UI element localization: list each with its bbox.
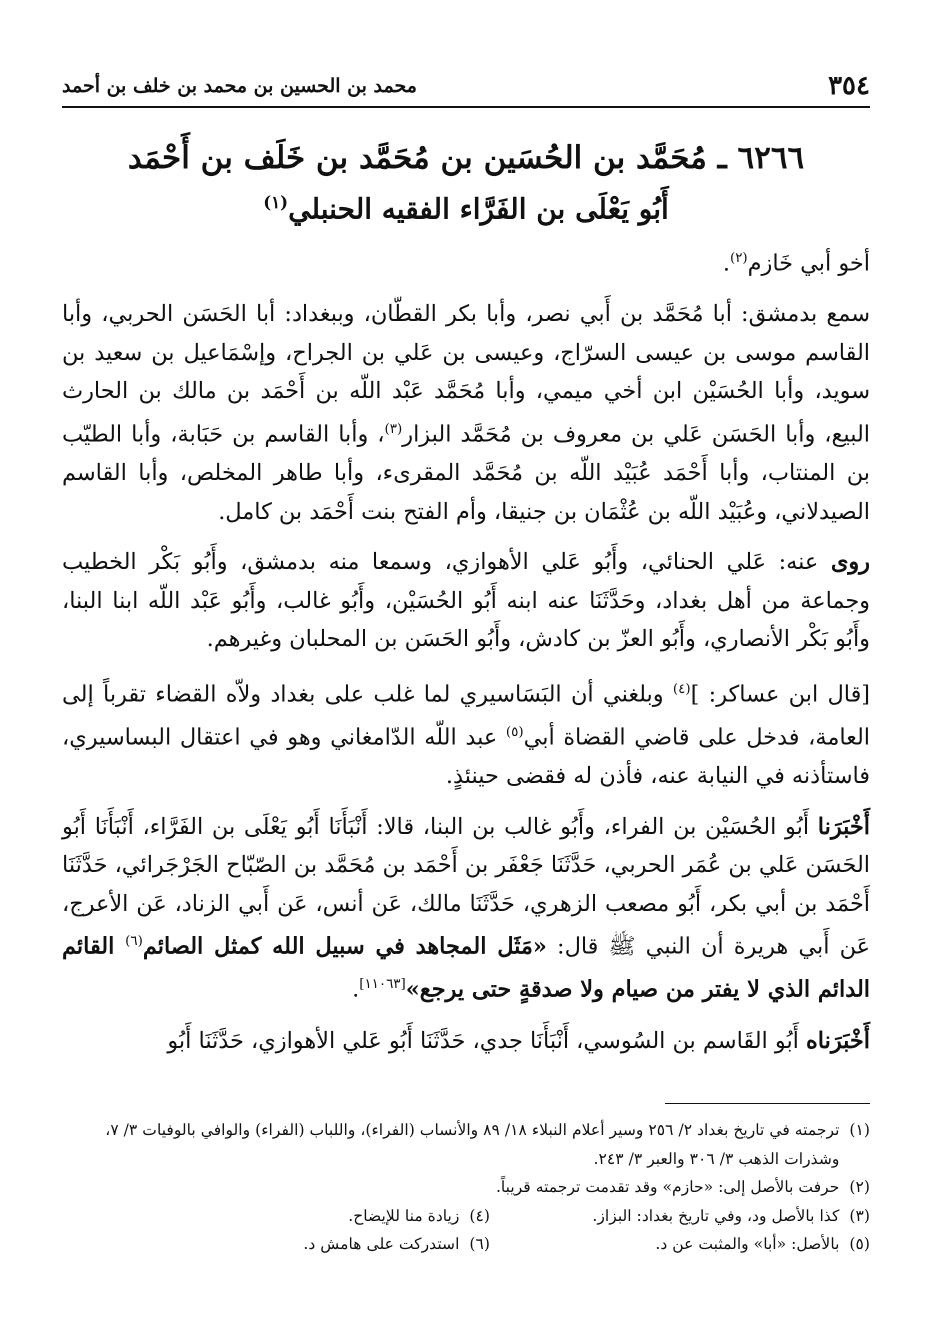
text-run: [قال ابن عساكر: ] (690, 681, 871, 708)
entry-title-line1: ٦٢٦٦ ـ مُحَمَّد بن الحُسَين بن مُحَمَّد بن خَلَف بن أَحْمَد (127, 140, 805, 176)
running-title: محمد بن الحسين بن محمد بن خلف بن أحمد (62, 75, 417, 97)
footnote-row (62, 1230, 870, 1259)
footnote-number: (١) (849, 1121, 870, 1139)
page-header (62, 66, 870, 108)
footnote-number: (٦) (469, 1235, 490, 1254)
footnote (530, 1202, 870, 1231)
footnote-ref: (٣) (384, 421, 403, 437)
footnote-number: (٢) (849, 1178, 870, 1197)
footnotes (62, 1116, 870, 1259)
footnote-ref: (٦) (125, 934, 143, 950)
text-run: عبد اللّه الدّامغاني وهو في اعتقال البساسيري، فاستأذنه في النيابة عنه، فأذن له فقضى حينئذٍ. (62, 724, 870, 789)
hadith-quote: القائم الدائم الذي لا يفتر من صيام ولا صدقةٍ حتى يرجع» (62, 933, 870, 1003)
paragraph (62, 295, 870, 531)
footnote-number: (٣) (849, 1206, 870, 1225)
text-run: وبلغني أن البَسَاسيري لما غلب على بغداد ولاّه القضاء تقرباً إلى العامة، فدخل على قاضي القضاة أبي (62, 681, 870, 751)
footnote-ref: (٥) (505, 724, 524, 740)
page-number: ٣٥٤ (828, 71, 870, 101)
footnote-text: زيادة منا للإيضاح. (348, 1206, 460, 1225)
lead-word: روى (830, 549, 870, 576)
footnote-divider (665, 1103, 870, 1104)
footnote-ref: (٤) (672, 681, 691, 697)
footnote (348, 1202, 490, 1231)
paragraph (62, 543, 870, 659)
text-run: . (722, 250, 730, 277)
footnote-number: (٥) (849, 1235, 870, 1254)
lead-word: أَخْبَرَنا (817, 813, 870, 840)
footnote-text: كذا بالأصل ود، وفي تاريخ بغداد: البزاز. (592, 1206, 840, 1225)
footnote-ref: (٢) (729, 251, 748, 266)
text-run: سمع بدمشق: أبا مُحَمَّد بن أَبي نصر، وأبا بكر القطّان، وببغداد: أبا الحَسَن الحربي، وأبا القاسم موسى بن عيسى السرّاج، وعيسى بن عَلي بن الجراح، وإسْمَاعيل بن سعيد بن سويد، وأبا الحُسَيْن ابن أخي ميمي، وأبا مُحَمَّد عَبْد اللّه بن أَحْمَد بن مالك بن الحارث البيع، وأبا الحَسَن عَلي بن معروف بن مُحَمَّد البزار (62, 301, 870, 448)
paragraph (62, 671, 870, 796)
lead-word: أَخْبَرَناه (806, 1027, 870, 1054)
text-run: ، وأبا القاسم بن حَبَابة، وأبا الطيّب بن المنتاب، وأبا أَحْمَد عُبَيْد اللّه بن مُحَمَّد المقرىء، وأبا طاهر المخلص، وأبا القاسم الصيدلاني، وعُبَيْد اللّه بن عُثْمَان بن جنيقا، وأم الفتح بنت أَحْمَد بن كامل. (62, 421, 870, 525)
hadith-number: [١١٠٦٣] (359, 977, 406, 993)
footnote (62, 1173, 870, 1202)
footnote (530, 1230, 870, 1259)
paragraph (62, 808, 870, 1010)
text-run: أخو أبي خَازم (747, 250, 870, 277)
footnote-text: حرفت بالأصل إلى: «حازم» وقد تقدمت ترجمته قريباً. (495, 1178, 840, 1197)
footnote-number: (٤) (469, 1206, 490, 1225)
entry-title-line2 (60, 192, 872, 225)
footnote (62, 1116, 870, 1173)
paragraph (62, 240, 870, 283)
text-run: أَبُو القَاسم بن السُوسي، أَنْبَأَنَا جدي، حَدَّثَنَا أَبُو عَلي الأهوازي، حَدَّثَنَا أَبُو (167, 1027, 807, 1054)
text-run: أَبُو الحُسَيْن بن الفراء، وأَبُو غالب بن البنا، قالا: أَنْبَأَنَا أَبُو يَعْلَى بن الفَرَّاء، أَنْبَأَنَا أَبُو الحَسَن عَلي بن عُمَر الحربي، حَدَّثَنَا جَعْفَر بن أَحْمَد بن مُحَمَّد بن الصّبّاح الجَرْجَرائي، حَدَّثَنَا أَحْمَد بن أبي بكر، أَبُو مصعب الزهري، حَدَّثَنَا مالك، عَن أنس، عَن أَبي الزناد، عَن الأعرج، عَن أَبي هريرة أن النبي ﷺ قال: (62, 813, 870, 960)
footnote-text: ترجمته في تاريخ بغداد ٢/ ٢٥٦ وسير أعلام النبلاء ١٨/ ٨٩ والأنساب (الفراء)، واللباب (الفراء) والوافي بالوفيات ٣/ ٧، وشذرات الذهب ٣/ ٣٠٦ والعبر ٣/ ٢٤٣. (105, 1121, 840, 1168)
text-run: . (352, 976, 360, 1003)
footnote-text: استدركت على هامش د. (303, 1235, 460, 1254)
footnote-text: بالأصل: «أبا» والمثبت عن د. (655, 1235, 840, 1254)
footnote-ref: (١) (263, 192, 289, 212)
paragraph (62, 1022, 870, 1061)
text-run: عنه: عَلي الحنائي، وأَبُو عَلي الأهوازي، وسمعا منه بدمشق، وأَبُو بَكْر الخطيب وجماعة من أهل بغداد، وحَدَّثَنَا عنه ابنه أَبُو الحُسَيْن، وأَبُو غالب، وأَبُو عَبْد اللّه ابنا البنا، وأَبُو بَكْر الأنصاري، وأَبُو العزّ بن كادش، وأَبُو الحَسَن بن المحلبان وغيرهم. (62, 549, 870, 653)
footnote-row (62, 1202, 870, 1231)
footnote (303, 1230, 490, 1259)
main-text (62, 240, 870, 1060)
hadith-quote: «مَثَل المجاهد في سبيل الله كمثل الصائم (142, 933, 547, 960)
entry-title-text: أَبُو يَعْلَى بن الفَرَّاء الفقيه الحنبلي (288, 192, 669, 226)
